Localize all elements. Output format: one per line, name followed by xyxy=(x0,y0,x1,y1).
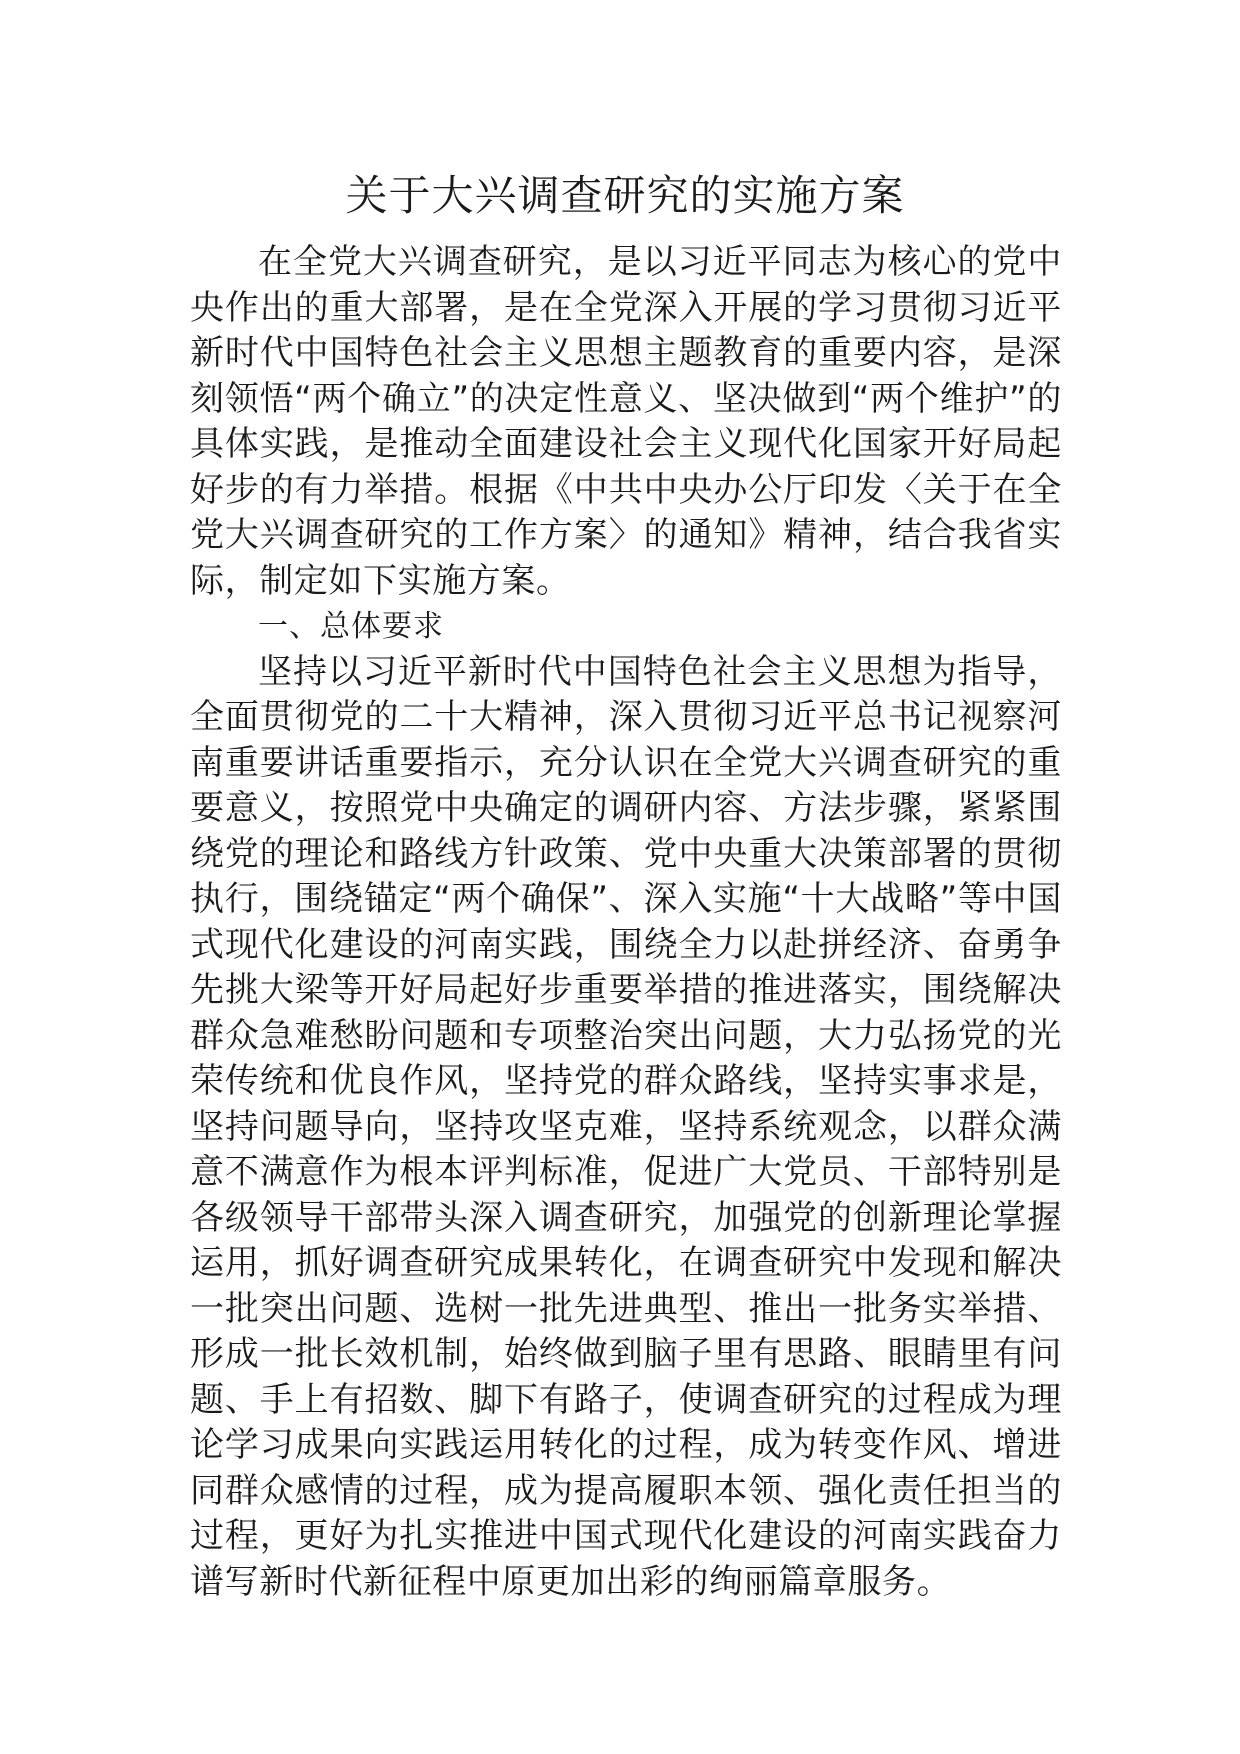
section-heading: 一、总体要求 xyxy=(258,609,444,644)
document-body xyxy=(190,240,1062,1605)
section-paragraph: 坚持以习近平新时代中国特色社会主义思想为指导，全面贯彻党的二十大精神，深入贯彻习近平总书记视察河南重要讲话重要指示，充分认识在全党大兴调查研究的重要意义，按照党中央确定的调研内容、方法步骤，紧紧围绕党的理论和路线方针政策、党中央重大决策部署的贯彻执行，围绕锚定“两个确保”、深入实施“十大战略”等中国式现代化建设的河南实践，围绕全力以赴拼经济、奋勇争先挑大梁等开好局起好步重要举措的推进落实，围绕解决群众急难愁盼问题和专项整治突出问题，大力弘扬党的光荣传统和优良作风，坚持党的群众路线，坚持实事求是，坚持问题导向，坚持攻坚克难，坚持系统观念，以群众满意不满意作为根本评判标准，促进广大党员、干部特别是各级领导干部带头深入调查研究，加强党的创新理论掌握运用，抓好调查研究成果转化，在调查研究中发现和解决一批突出问题、选树一批先进典型、推出一批务实举措、形成一批长效机制，始终做到脑子里有思路、眼睛里有问题、手上有招数、脚下有路子，使调查研究的过程成为理论学习成果向实践运用转化的过程，成为转变作风、增进同群众感情的过程，成为提高履职本领、强化责任担当的过程，更好为扎实推进中国式现代化建设的河南实践奋力谱写新时代新征程中原更加出彩的绚丽篇章服务。 xyxy=(190,651,1062,1602)
document-title: 关于大兴调查研究的实施方案 xyxy=(345,171,905,220)
intro-paragraph: 在全党大兴调查研究，是以习近平同志为核心的党中央作出的重大部署，是在全党深入开展的学习贯彻习近平新时代中国特色社会主义思想主题教育的重要内容，是深刻领悟“两个确立”的决定性意义、坚决做到“两个维护”的具体实践，是推动全面建设社会主义现代化国家开好局起好步的有力举措。根据《中共中央办公厅印发〈关于在全党大兴调查研究的工作方案〉的通知》精神，结合我省实际，制定如下实施方案。 xyxy=(190,242,1062,601)
